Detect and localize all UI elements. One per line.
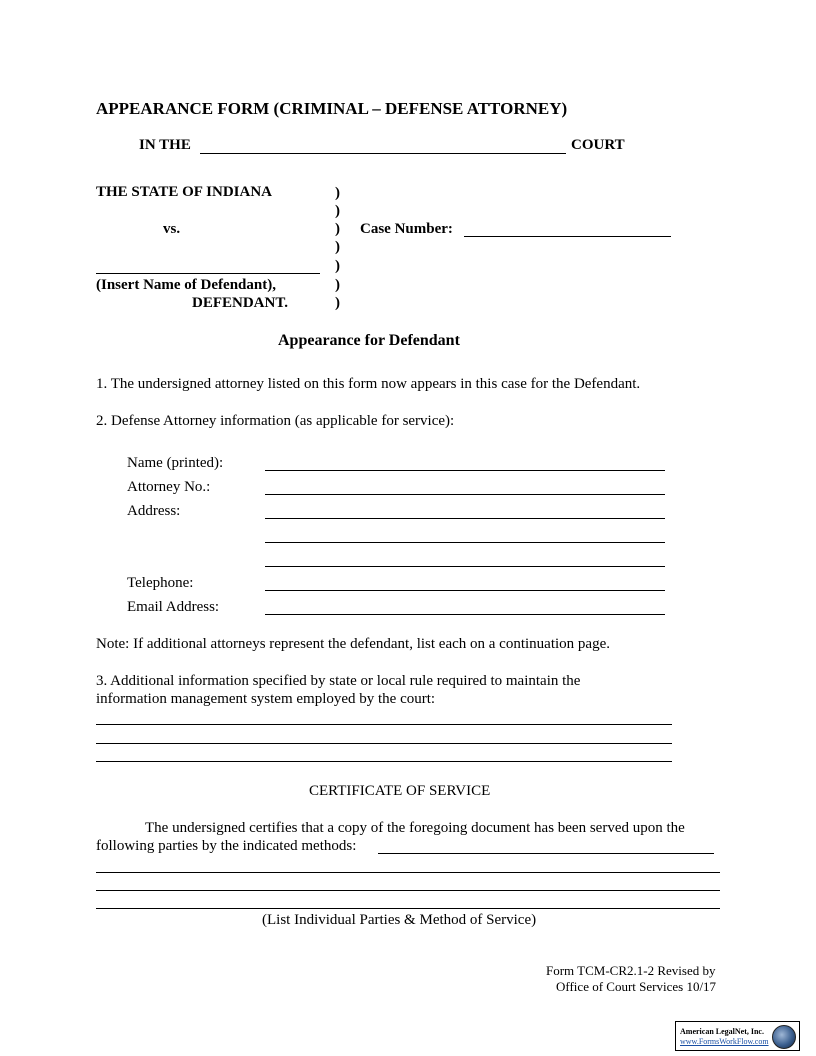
case-number-label: Case Number: — [360, 221, 453, 237]
defendant-name-line[interactable] — [96, 273, 320, 274]
item-3-line-2: information management system employed by the court: — [96, 691, 436, 707]
service-methods-line[interactable] — [378, 853, 714, 854]
court-suffix: COURT — [571, 137, 625, 153]
address-line[interactable] — [265, 542, 665, 543]
defendant-placeholder: (Insert Name of Defendant), — [96, 277, 276, 293]
email-line[interactable] — [265, 614, 665, 615]
court-name-line[interactable] — [200, 153, 566, 154]
badge-url[interactable]: www.FormsWorkFlow.com — [680, 1037, 769, 1046]
telephone-label: Telephone: — [127, 575, 194, 591]
service-parties-line[interactable] — [96, 908, 720, 909]
globe-icon — [772, 1025, 796, 1049]
certificate-caption: (List Individual Parties & Method of Service) — [262, 912, 537, 928]
state-label: THE STATE OF INDIANA — [96, 184, 273, 200]
certificate-line-1: The undersigned certifies that a copy of the foregoing document has been served upon the — [145, 820, 685, 836]
caption-paren: ) — [335, 239, 340, 255]
item-2: 2. Defense Attorney information (as applicable for service): — [96, 413, 455, 429]
certificate-title: CERTIFICATE OF SERVICE — [309, 783, 491, 799]
vs-label: vs. — [163, 221, 181, 237]
item-3-line-1: 3. Additional information specified by state or local rule required to maintain the — [96, 673, 581, 689]
item-1: 1. The undersigned attorney listed on this form now appears in this case for the Defendant. — [96, 376, 641, 392]
service-parties-line[interactable] — [96, 872, 720, 873]
caption-paren: ) — [335, 295, 340, 311]
footer-office: Office of Court Services 10/17 — [556, 979, 717, 994]
service-parties-line[interactable] — [96, 890, 720, 891]
publisher-badge[interactable] — [675, 1021, 800, 1051]
name-line[interactable] — [265, 470, 665, 471]
name-label: Name (printed): — [127, 455, 224, 471]
certificate-line-2: following parties by the indicated methods: — [96, 838, 357, 854]
form-title: APPEARANCE FORM (CRIMINAL – DEFENSE ATTORNEY) — [96, 99, 568, 118]
attorney-no-line[interactable] — [265, 494, 665, 495]
attorney-no-label: Attorney No.: — [127, 479, 211, 495]
court-prefix: IN THE — [139, 137, 191, 153]
address-label: Address: — [127, 503, 181, 519]
caption-paren: ) — [335, 221, 340, 237]
telephone-line[interactable] — [265, 590, 665, 591]
case-number-line[interactable] — [464, 236, 671, 237]
additional-info-line[interactable] — [96, 724, 672, 725]
caption-paren: ) — [335, 185, 340, 201]
note: Note: If additional attorneys represent the defendant, list each on a continuation page. — [96, 636, 610, 652]
address-line[interactable] — [265, 518, 665, 519]
additional-info-line[interactable] — [96, 761, 672, 762]
caption-paren: ) — [335, 203, 340, 219]
section-title: Appearance for Defendant — [278, 332, 460, 349]
badge-company: American LegalNet, Inc. — [680, 1027, 764, 1036]
caption-paren: ) — [335, 277, 340, 293]
email-label: Email Address: — [127, 599, 220, 615]
address-line[interactable] — [265, 566, 665, 567]
additional-info-line[interactable] — [96, 743, 672, 744]
footer-form-number: Form TCM-CR2.1-2 Revised by — [546, 963, 716, 978]
caption-paren: ) — [335, 258, 340, 274]
defendant-label: DEFENDANT. — [192, 295, 288, 311]
